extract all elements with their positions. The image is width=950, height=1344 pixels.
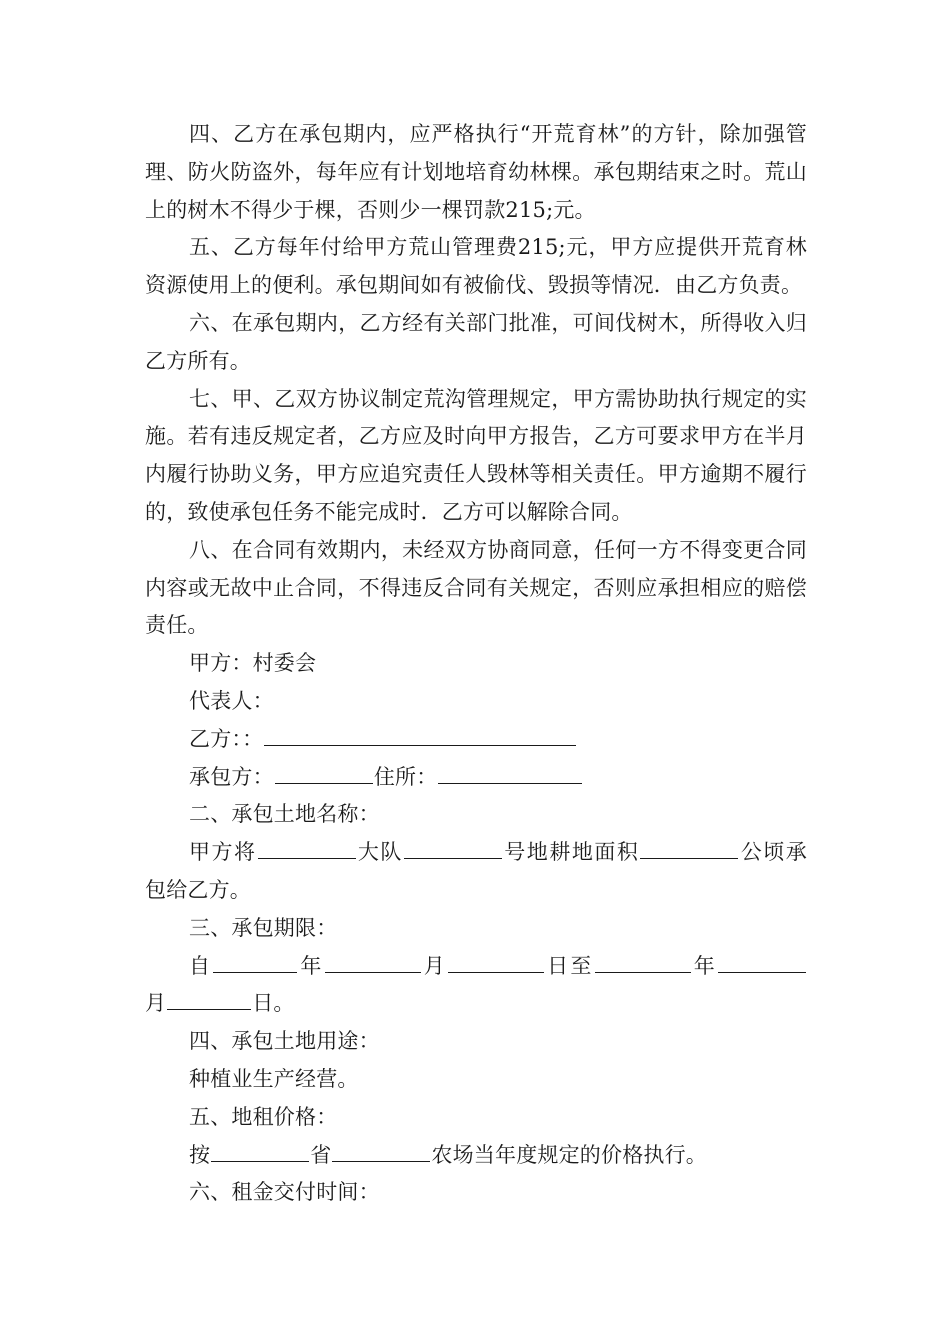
clause-8: 八、在合同有效期内，未经双方协商同意，任何一方不得变更合同内容或无故中止合同，不得违反合同有关规定，否则应承担相应的赔偿责任。 — [145, 537, 807, 638]
party-b-label: 乙方：： — [189, 726, 264, 751]
section-2-text-4: 公顷承包给乙方。 — [145, 840, 807, 902]
contractor-label: 承包方： — [189, 764, 274, 789]
section-4-body: 种植业生产经营。 — [189, 1066, 359, 1091]
clause-7: 七、甲、乙双方协议制定荒沟管理规定，甲方需协助执行规定的实施。若有违反规定者，乙方应及时向甲方报告，乙方可要求甲方在半月内履行协助义务，甲方应追究责任人毁林等相关责任。甲方逾期不履行的，致使承包任务不能完成时．乙方可以解除合同。 — [145, 386, 807, 524]
section-5-body — [145, 1137, 807, 1175]
section-3-text-6: 月 — [145, 991, 167, 1016]
address-label: 住所： — [373, 764, 438, 789]
end-day-blank[interactable] — [167, 987, 251, 1010]
province-blank[interactable] — [211, 1139, 309, 1162]
section-3-text-4: 日至 — [545, 953, 594, 978]
party-b-blank[interactable] — [264, 723, 576, 746]
section-5-text-3: 农场当年度规定的价格执行。 — [431, 1142, 708, 1167]
section-6-title: 六、租金交付时间： — [189, 1180, 380, 1205]
start-year-blank[interactable] — [213, 950, 297, 973]
farm-blank[interactable] — [332, 1139, 430, 1162]
address-blank[interactable] — [438, 761, 582, 784]
section-3-text-7: 日。 — [252, 991, 295, 1016]
plot-number-blank[interactable] — [404, 836, 502, 859]
section-3-text-1: 自 — [189, 953, 213, 978]
section-2-text-2: 大队 — [356, 840, 403, 865]
section-2-text-1: 甲方将 — [189, 840, 257, 865]
clause-6: 六、在承包期内，乙方经有关部门批准，可间伐树木，所得收入归乙方所有。 — [145, 310, 807, 373]
clause-4: 四、乙方在承包期内，应严格执行“开荒育林”的方针，除加强管理、防火防盗外，每年应有计划地培育幼林棵。承包期结束之时。荒山上的树木不得少于棵，否则少一棵罚款215;元。 — [145, 122, 807, 222]
party-a-line: 甲方：村委会 — [189, 651, 317, 676]
start-month-blank[interactable] — [325, 950, 421, 973]
brigade-blank[interactable] — [258, 836, 356, 859]
section-4-title: 四、承包土地用途： — [189, 1029, 380, 1054]
section-3-text-3: 月 — [421, 953, 447, 978]
section-3-title: 三、承包期限： — [189, 915, 338, 940]
section-3-body — [145, 948, 807, 1024]
party-b-line — [145, 721, 807, 759]
representative-line: 代表人： — [189, 688, 274, 713]
section-2-body — [145, 834, 807, 910]
section-5-title: 五、地租价格： — [189, 1104, 338, 1129]
area-blank[interactable] — [640, 836, 738, 859]
section-3-text-5: 年 — [691, 953, 717, 978]
end-year-blank[interactable] — [595, 950, 691, 973]
document-body — [145, 116, 807, 1212]
section-2-title: 二、承包土地名称： — [189, 802, 380, 827]
contractor-line — [145, 759, 807, 797]
section-3-text-2: 年 — [298, 953, 324, 978]
start-day-blank[interactable] — [448, 950, 544, 973]
section-5-text-2: 省 — [310, 1142, 332, 1167]
end-month-blank[interactable] — [718, 950, 806, 973]
section-2-text-3: 号地耕地面积 — [502, 840, 640, 865]
clause-5: 五、乙方每年付给甲方荒山管理费215;元，甲方应提供开荒育林资源使用上的便利。承包期间如有被偷伐、毁损等情况．由乙方负责。 — [145, 235, 807, 298]
section-5-text-1: 按 — [189, 1142, 211, 1167]
contractor-blank[interactable] — [275, 761, 373, 784]
